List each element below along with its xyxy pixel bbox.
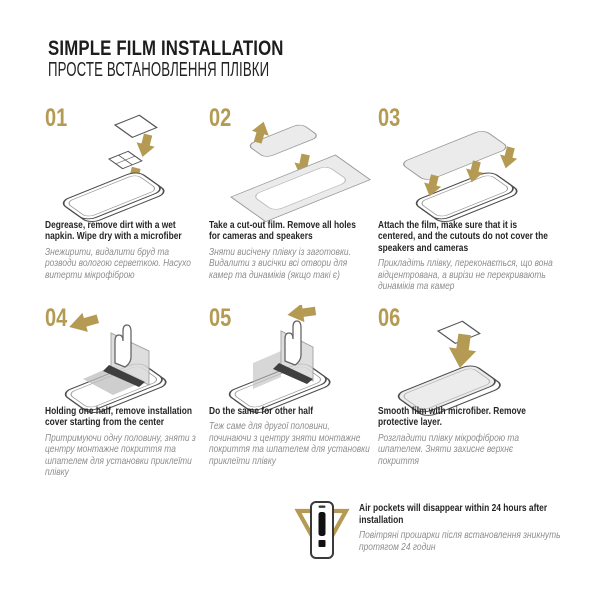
header <box>48 38 383 81</box>
warning-text-en: Air pockets will disappear within 24 hours after installation <box>359 502 548 526</box>
step-05-illustration-peel-other-half <box>217 305 377 417</box>
step-01-text-uk: Знежирити, видалити бруд та розводи вологою серветкою. Насухо витерти мікрофіброю <box>45 245 191 281</box>
step-04-text-en: Holding one half, remove installation cover starting from the center <box>45 405 193 429</box>
step-04-text-uk: Притримуючи одну половину, зняти з центру монтажне покриття та шпателем для установки приклеїти плівку <box>45 431 196 479</box>
step-02-illustration-cutout-film <box>217 105 377 223</box>
step-01-text-en: Degrease, remove dirt with a wet napkin. Wipe dry with a microfiber <box>45 219 182 243</box>
step-04-illustration-peel-half <box>53 305 213 417</box>
step-04-text <box>45 406 203 479</box>
step-05-text <box>209 406 372 467</box>
step-05-text-uk: Теж саме для другої половини, починаючи з центру зняти монтажне покриття та шпателем для установки приклеїти плівку <box>209 420 370 467</box>
step-03-text <box>378 220 554 293</box>
step-03-text-uk: Прикладіть плівку, переконається, що вона відцентрована, а вирізи не перекривають динаміків та камер <box>378 257 553 293</box>
page-subtitle: ПРОСТЕ ВСТАНОВЛЕННЯ ПЛІВКИ <box>48 59 270 81</box>
step-06-text-en: Smooth film with microfiber. Remove protective layer. <box>378 405 526 429</box>
step-06-number: 06 <box>378 304 401 332</box>
warning-text <box>359 503 569 553</box>
step-01-number: 01 <box>45 104 68 132</box>
page-title: SIMPLE FILM INSTALLATION <box>48 37 284 60</box>
step-05-number: 05 <box>209 304 232 332</box>
step-03-text-en: Attach the film, make sure that it is centered, and the cutouts do not cover the speakers and cameras <box>378 219 548 254</box>
step-03-illustration-attach-film <box>386 105 546 223</box>
step-02-text-uk: Зняти висічену плівку із заготовки. Видалити з висічки всі отвори для камер та динаміків (якщо такі є) <box>209 245 351 281</box>
step-02-number: 02 <box>209 104 232 132</box>
step-05-text-en: Do the same for other half <box>209 405 314 417</box>
step-03-number: 03 <box>378 104 401 132</box>
step-01-illustration-napkin-phone <box>53 105 208 223</box>
warning-text-uk: Повітряні прошарки після встановлення зникнуть протягом 24 годин <box>359 529 561 553</box>
step-06-illustration-smooth-film <box>386 305 546 417</box>
step-02-text <box>209 220 367 281</box>
step-04-number: 04 <box>45 304 68 332</box>
step-06-text <box>378 406 554 467</box>
step-02-text-en: Take a cut-out film. Remove all holes for cameras and speakers <box>209 219 356 243</box>
phone-exclamation-in-triangle-icon <box>293 500 351 562</box>
step-06-text-uk: Розгладити плівку мікрофіброю та шпателем. Зняти захисне верхнє покриття <box>378 431 519 467</box>
step-01-text <box>45 220 197 281</box>
